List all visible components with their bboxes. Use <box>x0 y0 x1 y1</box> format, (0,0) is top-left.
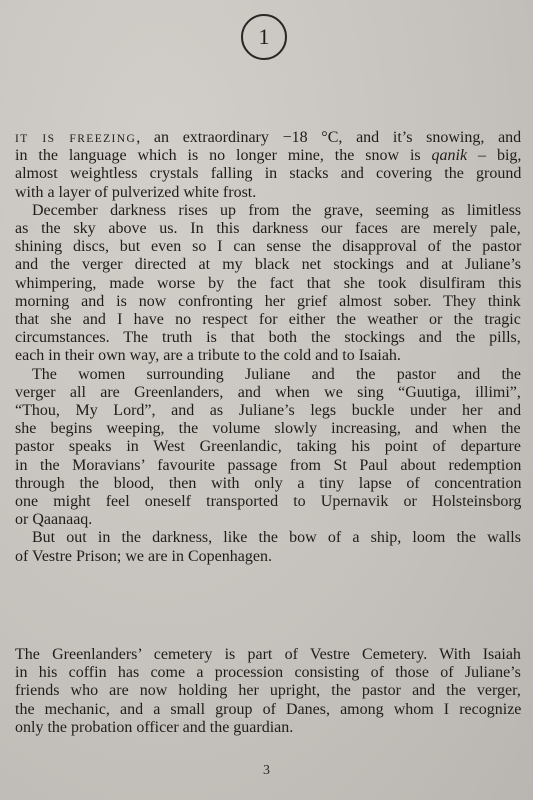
text-run: in his coffin has come a procession consisting of those of Juliane’s <box>15 664 521 682</box>
text-line <box>15 701 521 719</box>
text-run: with a layer of pulverized white frost. <box>15 183 257 201</box>
text-line <box>15 402 521 420</box>
text-line <box>15 329 521 347</box>
text-line <box>15 256 521 274</box>
text-line <box>15 548 272 566</box>
text-run: shining discs, but even so I can sense the disapproval of the pastor <box>15 238 522 256</box>
italic-word: qanik <box>431 147 468 165</box>
text-run: as the sky above us. In this darkness our faces are merely pale, <box>15 220 521 237</box>
text-run: pastor speaks in West Greenlandic, taking his point of departure <box>15 438 521 456</box>
text-run: The women surrounding Juliane and the pastor and the <box>32 365 522 383</box>
text-run: verger all are Greenlanders, and when we sing “Guutiga, illimi”, <box>15 383 521 401</box>
text-line <box>32 202 521 220</box>
text-run: in the language which is no longer mine, the snow is <box>15 147 432 165</box>
text-line <box>15 457 521 475</box>
text-line <box>15 511 92 529</box>
text-line <box>15 384 521 402</box>
text-run: , an extraordinary −18 °C, and it’s snowing, and <box>136 129 522 146</box>
page-number: 3 <box>263 763 270 778</box>
text-run: only the probation officer and the guardian. <box>15 718 294 736</box>
text-line <box>15 311 521 329</box>
text-line <box>15 347 401 365</box>
text-line <box>15 493 521 511</box>
text-run: that she and I have no respect for either the weather or the tragic <box>15 311 521 328</box>
text-line <box>15 220 521 238</box>
text-run: she begins weeping, the volume slowly increasing, and when the <box>15 420 521 438</box>
text-run: in the Moravians’ favourite passage from St Paul about redemption <box>15 456 522 474</box>
text-line <box>32 366 521 384</box>
text-line <box>15 184 256 202</box>
text-line <box>15 664 521 682</box>
text-run: one might feel oneself transported to Upernavik or Holsteinsborg <box>15 493 522 510</box>
chapter-number: 1 <box>258 24 270 49</box>
text-run: the mechanic, and a small group of Danes, among whom I recognize <box>15 700 522 718</box>
text-run: The Greenlanders’ cemetery is part of Vestre Cemetery. With Isaiah <box>15 646 521 663</box>
text-run: friends who are now holding her upright, the pastor and the verger, <box>15 682 521 700</box>
text-line <box>15 682 521 700</box>
text-run: through the blood, then with only a tiny lapse of concentration <box>15 474 522 492</box>
text-run: December darkness rises up from the grave, seeming as limitless <box>32 201 522 219</box>
text-line <box>15 129 521 147</box>
text-line <box>15 719 293 737</box>
text-line <box>15 275 521 293</box>
text-run: morning and is now confronting her grief almost sober. They think <box>15 292 521 310</box>
text-line <box>15 475 521 493</box>
text-line <box>32 529 521 547</box>
text-line <box>15 438 521 456</box>
chapter-number-badge <box>241 14 287 60</box>
text-run: and the verger directed at my black net stockings and at Juliane’s <box>15 256 522 274</box>
text-run: whimpering, made worse by the fact that she took disulfiram this <box>15 274 522 292</box>
opening-small-caps: IT IS FREEZING <box>15 133 137 145</box>
text-line <box>15 238 521 256</box>
text-run: But out in the darkness, like the bow of a ship, loom the walls <box>32 529 521 547</box>
text-run: “Thou, My Lord”, and as Juliane’s legs buckle under her and <box>15 402 522 419</box>
text-line <box>15 165 521 183</box>
text-run: or Qaanaaq. <box>15 511 93 529</box>
text-run: circumstances. The truth is that both the stockings and the pills, <box>15 329 521 347</box>
text-line <box>15 420 521 438</box>
text-line <box>15 646 521 664</box>
text-run: – big, <box>467 147 522 165</box>
text-run: of Vestre Prison; we are in Copenhagen. <box>15 547 272 565</box>
text-line <box>15 147 521 165</box>
text-run: almost weightless crystals falling in stacks and covering the ground <box>15 165 522 183</box>
text-line <box>15 293 521 311</box>
text-run: each in their own way, are a tribute to the cold and to Isaiah. <box>15 347 401 365</box>
